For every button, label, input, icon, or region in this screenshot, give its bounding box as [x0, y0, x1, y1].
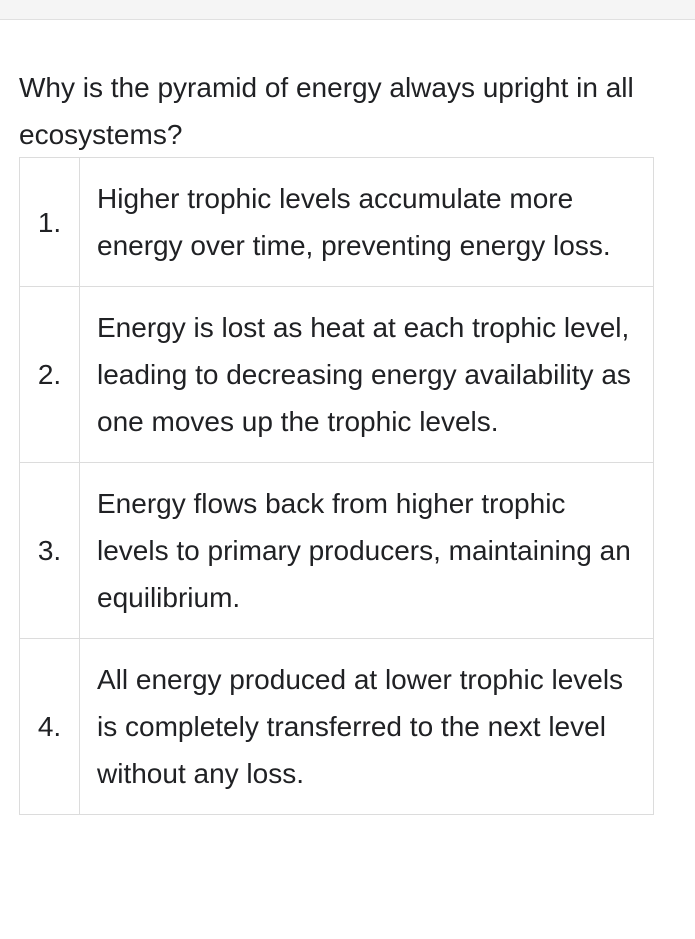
option-row-4[interactable] [20, 639, 654, 815]
option-number: 1. [20, 158, 80, 287]
top-bar [0, 0, 695, 20]
option-row-2[interactable] [20, 287, 654, 463]
option-text: Energy flows back from higher trophic levels to primary producers, maintaining an equilibrium. [80, 463, 654, 639]
option-text: All energy produced at lower trophic levels is completely transferred to the next level without any loss. [80, 639, 654, 815]
option-text: Higher trophic levels accumulate more energy over time, preventing energy loss. [80, 158, 654, 287]
option-row-3[interactable] [20, 463, 654, 639]
option-number: 2. [20, 287, 80, 463]
option-number: 3. [20, 463, 80, 639]
option-text: Energy is lost as heat at each trophic level, leading to decreasing energy availability as one moves up the trophic levels. [80, 287, 654, 463]
option-number: 4. [20, 639, 80, 815]
options-table [19, 157, 654, 815]
question-text: Why is the pyramid of energy always upright in all ecosystems? [19, 72, 634, 150]
option-row-1[interactable] [20, 158, 654, 287]
